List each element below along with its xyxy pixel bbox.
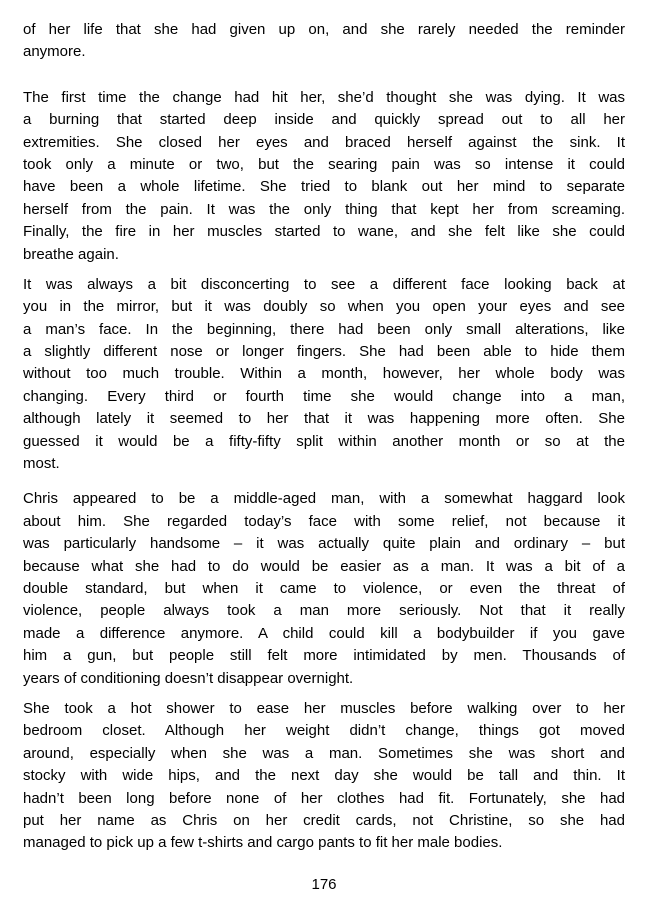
text-line: a burning that started deep inside and quickly spread out to all her <box>23 111 625 129</box>
text-line: Finally, the fire in her muscles started to wane, and she felt like she could <box>23 223 625 241</box>
text-line: most. <box>23 455 60 473</box>
text-line: anymore. <box>23 43 86 61</box>
text-line: you in the mirror, but it was doubly so when you open your eyes and see <box>23 298 625 316</box>
text-line: years of conditioning doesn’t disappear overnight. <box>23 669 354 687</box>
text-line: She took a hot shower to ease her muscles before walking over to her <box>23 699 625 717</box>
text-line: a man’s face. In the beginning, there had been only small alterations, like <box>23 320 625 338</box>
text-line: Chris appeared to be a middle-aged man, with a somewhat haggard look <box>23 490 625 508</box>
text-line: breathe again. <box>23 245 119 263</box>
text-line: changing. Every third or fourth time she would change into a man, <box>23 387 625 405</box>
paragraph <box>23 488 625 690</box>
text-line: extremities. She closed her eyes and braced herself against the sink. It <box>23 133 625 151</box>
text-line: double standard, but when it came to violence, or even the threat of <box>23 579 625 597</box>
text-line: put her name as Chris on her credit cards, not Christine, so she had <box>23 811 625 829</box>
text-line: although lately it seemed to her that it was happening more often. She <box>23 410 625 428</box>
text-line: managed to pick up a few t-shirts and cargo pants to fit her male bodies. <box>23 834 503 852</box>
text-line: violence, people always took a man more seriously. Not that it really <box>23 602 625 620</box>
text-line: It was always a bit disconcerting to see a different face looking back at <box>23 275 625 293</box>
text-line: The first time the change had hit her, she’d thought she was dying. It was <box>23 88 625 106</box>
text-line: was particularly handsome – it was actually quite plain and ordinary – but <box>23 535 625 553</box>
paragraph <box>23 19 625 64</box>
page-number: 176 <box>311 875 337 893</box>
text-line: bedroom closet. Although her weight didn’t change, things got moved <box>23 722 625 740</box>
paragraph <box>23 87 625 266</box>
page-text <box>23 19 625 855</box>
text-line: a slightly different nose or longer fingers. She had been able to hide them <box>23 343 625 361</box>
paragraph <box>23 698 625 855</box>
text-line: about him. She regarded today’s face with some relief, not because it <box>23 512 625 530</box>
text-line: guessed it would be a fifty-fifty split within another month or so at the <box>23 432 625 450</box>
text-line: hadn’t been long before none of her clothes had fit. Fortunately, she had <box>23 789 625 807</box>
text-line: have been a whole lifetime. She tried to blank out her mind to separate <box>23 178 625 196</box>
text-line: herself from the pain. It was the only thing that kept her from screaming. <box>23 200 625 218</box>
text-line: of her life that she had given up on, and she rarely needed the reminder <box>23 21 625 38</box>
text-line: took only a minute or two, but the searing pain was so intense it could <box>23 155 625 173</box>
paragraph <box>23 274 625 476</box>
text-line: around, especially when she was a man. Sometimes she was short and <box>23 744 625 762</box>
text-line: made a difference anymore. A child could kill a bodybuilder if you gave <box>23 624 625 642</box>
text-line: without too much trouble. Within a month, however, her whole body was <box>23 365 625 383</box>
text-line: him a gun, but people still felt more intimidated by men. Thousands of <box>23 647 625 665</box>
text-line: stocky with wide hips, and the next day she would be tall and thin. It <box>23 767 625 785</box>
text-line: because what she had to do would be easier as a man. It was a bit of a <box>23 557 625 575</box>
